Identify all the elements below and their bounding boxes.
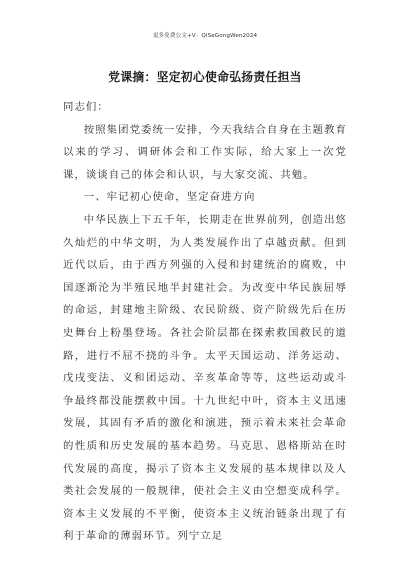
- salutation: 同志们：: [63, 101, 109, 113]
- header-note: 更多免费公文+V：QiSeGongWen2024: [152, 33, 258, 39]
- intro-paragraph: 按照集团党委统一安排，今天我结合自身在主题教育以来的学习、调研体会和工作实际，给大家上一次党课，谈谈自己的体会和认识，与大家交流、共勉。: [63, 123, 347, 181]
- body-paragraph: 中华民族上下五千年，长期走在世界前列，创造出悠久灿烂的中华文明，为人类发展作出了卓越贡献。但到近代以后，由于西方列强的入侵和封建统治的腐败，中国逐渐沦为半殖民地半封建社会。为改变中华民族屈辱的命运，封建地主阶级、农民阶级、资产阶级先后在历史舞台上粉墨登场。各社会阶层都在探索救国救民的道路，进行不屈不挠的斗争。太平天国运动、洋务运动、戊戌变法、义和团运动、辛亥革命等等，这些运动或斗争最终都没能摆救中国。十九世纪中叶，资本主义迅速发展，其固有矛盾的激化和演进，预示着未来社会革命的性质和历史发展的基本趋势。马克思、恩格斯站在时代发展的高度，揭示了资本主义发展的基本规律以及人类社会发展的一般规律，使社会主义由空想变成科学。资本主义发展的不平衡，使资本主义统治链条出现了有利于革命的薄弱环节。列宁立足: [63, 213, 347, 543]
- document-body: [63, 96, 347, 548]
- section-heading: 一、牢记初心使命，坚定奋进方向: [83, 191, 256, 204]
- document-title: 党课摘：坚定初心使命弘扬责任担当: [108, 70, 302, 84]
